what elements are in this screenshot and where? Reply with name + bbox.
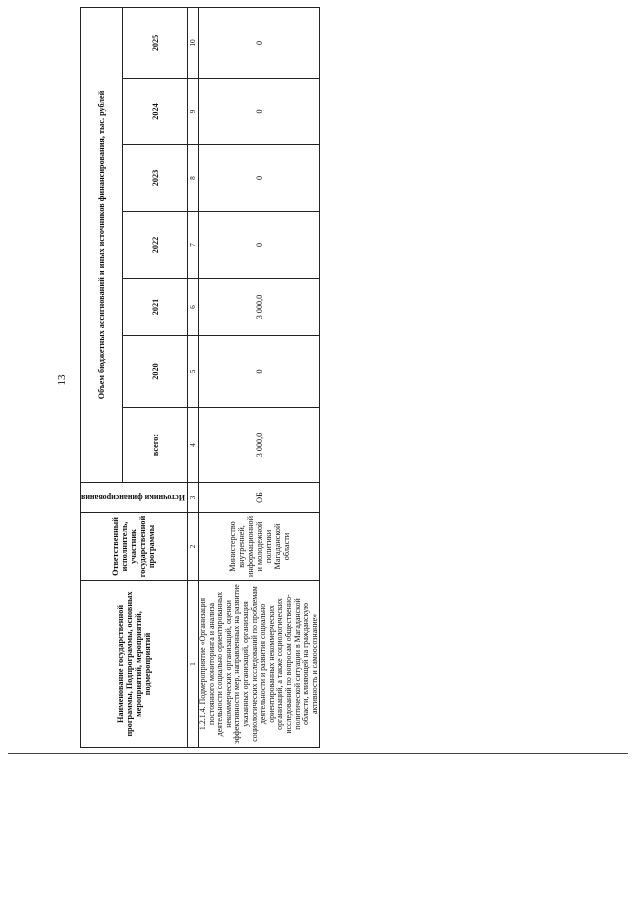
column-number: 5 bbox=[187, 336, 198, 408]
column-number: 4 bbox=[187, 408, 198, 483]
header-financing: Объем бюджетных ассигнований и иных источников финансирования, тыс. рублей bbox=[81, 7, 123, 482]
header-year-2022: 2022 bbox=[123, 212, 188, 279]
header-year-2021: 2021 bbox=[123, 279, 188, 336]
column-number: 9 bbox=[187, 79, 198, 145]
amount-2022: 0 bbox=[198, 212, 319, 279]
page-divider bbox=[8, 753, 628, 754]
amount-2025: 0 bbox=[198, 7, 319, 78]
table-row bbox=[198, 7, 319, 747]
amount-2020: 0 bbox=[198, 336, 319, 408]
responsible-executor: Министерство внутренней, информационной и молодежной политики Магаданской области bbox=[198, 513, 319, 581]
budget-allocation-table bbox=[80, 7, 320, 748]
amount-2023: 0 bbox=[198, 145, 319, 212]
column-number: 10 bbox=[187, 7, 198, 78]
subactivity-name: 1.2.1.4. Подмероприятие «Организация постоянного мониторинга и анализа деятельности социально ориентированных некоммерческих организаций, оценки эффективности мер, направленных на развитие указанных организаций, организация социологических исследований по проблемам деятельности и развития социально ориентированных некоммерческих организаций, а также социологических исследований по вопросам общественно-политической ситуации в Магаданской области, влияющей на гражданскую активность и самоосознание» bbox=[198, 581, 319, 748]
header-source-text: Источники финансирования bbox=[81, 493, 185, 502]
header-year-2020: 2020 bbox=[123, 336, 188, 408]
column-number: 3 bbox=[187, 483, 198, 513]
column-number: 7 bbox=[187, 212, 198, 279]
budget-table-page bbox=[80, 8, 319, 748]
header-year-2023: 2023 bbox=[123, 145, 188, 212]
header-total: всего: bbox=[123, 408, 188, 483]
amount-2024: 0 bbox=[198, 79, 319, 145]
header-responsible: Ответственный исполнитель, участник государственной программы bbox=[81, 513, 188, 581]
page-number: 13 bbox=[56, 374, 68, 386]
header-year-2024: 2024 bbox=[123, 79, 188, 145]
amount-total: 3 000,0 bbox=[198, 408, 319, 483]
column-number: 2 bbox=[187, 513, 198, 581]
amount-2021: 3 000,0 bbox=[198, 279, 319, 336]
column-number: 6 bbox=[187, 279, 198, 336]
funding-source: ОБ bbox=[198, 483, 319, 513]
header-year-2025: 2025 bbox=[123, 7, 188, 78]
column-number: 1 bbox=[187, 581, 198, 748]
header-program-name: Наименование государственной программы, Подпрограммы, основных мероприятий, мероприятий, подмероприятий bbox=[81, 581, 188, 748]
header-source bbox=[81, 483, 188, 513]
column-number: 8 bbox=[187, 145, 198, 212]
